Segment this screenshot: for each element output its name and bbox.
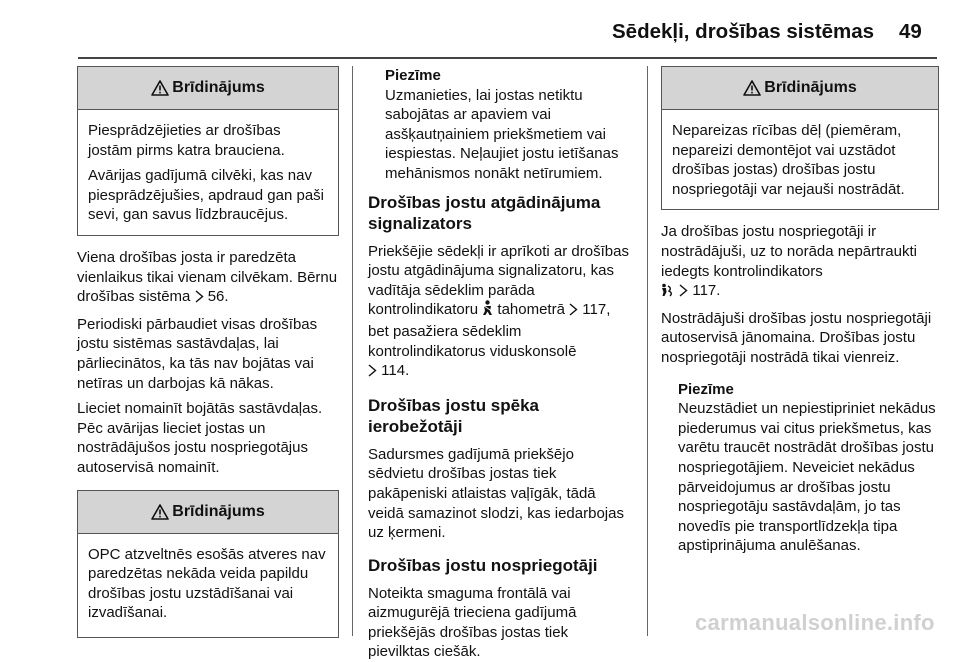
section-heading: Drošības jostu atgādinājuma signalizators: [368, 192, 601, 233]
warning-title: Brīdinājums: [172, 79, 265, 97]
page-reference-icon: [679, 283, 688, 303]
page-reference-icon: [569, 302, 578, 322]
warning-body: [662, 110, 938, 209]
column-1: [77, 66, 339, 638]
warning-text: Piesprādzējieties ar drošības jostām pirms katra brauciena.: [88, 122, 285, 159]
warning-triangle-icon: [151, 504, 169, 520]
warning-box-pretensioners: [661, 66, 939, 210]
column-divider-1: [352, 66, 353, 636]
paragraph: Sadursmes gadījumā priekšējo sēdvietu drošības jostas tiek pakāpeniski atlaistas vaļīgāk, tādā veidā samazinot slodzi, kas iedarbojas uz ķermeni.: [368, 445, 624, 542]
page-number: 49: [899, 20, 922, 43]
warning-body: [78, 110, 338, 235]
paragraph: Periodiski pārbaudiet visas drošības jostu sistēmas sastāvdaļas, lai pārliecinātos, ka tās nav bojātas vai netīras un darbojas kā nākas.: [77, 315, 318, 392]
page-reference-icon: [195, 289, 204, 309]
warning-triangle-icon: [743, 80, 761, 96]
warning-title: Brīdinājums: [172, 502, 265, 520]
column-3: [661, 66, 939, 556]
warning-body: [78, 534, 338, 637]
header-rule: [78, 57, 937, 59]
paragraph: Lieciet nomainīt bojātās sastāvdaļas. Pēc avārijas lieciet jostas un nostrādājušos jostu nospriegotājus autoservisā nomainīt.: [77, 400, 323, 476]
note-text: Neuzstādiet un nepiestipriniet nekādus piederumus vai citus priekšmetus, kas varētu traucēt nostrādāt drošības jostu nospriegotājiem. Neveiciet nekādus pārveidojumus ar drošības jostu nospriegotāju sastāvdaļām, jo tas novedīs pie transportlīdzekļa tipa apstiprinājuma anulēšanas.: [678, 400, 936, 555]
note-title: Piezīme: [385, 67, 441, 84]
warning-header: [662, 67, 938, 110]
column-2: [368, 66, 633, 662]
seatbelt-reminder-icon: [482, 300, 493, 322]
warning-box-opc: [77, 490, 339, 638]
note-title: Piezīme: [678, 380, 734, 398]
warning-text: Nepareizas rīcības dēļ (piemēram, nepareizi demontējot vai uzstādot drošības jostas) drošības jostu nospriegotāji var nejauši nostrādāt.: [672, 122, 905, 198]
warning-box-seatbelts: [77, 66, 339, 236]
warning-title: Brīdinājums: [764, 79, 857, 97]
note-block: [385, 66, 633, 184]
watermark: carmanualsonline.info: [695, 610, 935, 635]
paragraph: Ja drošības jostu nospriegotāji ir nostrādājuši, uz to norāda nepārtraukti iedegts kontrolindikators 117.: [661, 222, 939, 302]
section-heading: Drošības jostu spēka ierobežotāji: [368, 395, 540, 436]
note-text: Uzmanieties, lai jostas netiktu sabojātas ar apaviem vai asšķautņainiem priekšmetiem vai iespiestas. Neļaujiet jostu ietīšanas mehānismos nonākt netīrumiem.: [385, 86, 619, 182]
warning-triangle-icon: [151, 80, 169, 96]
section-heading: Drošības jostu nospriegotāji: [368, 555, 598, 575]
paragraph: Nostrādājuši drošības jostu nospriegotāji autoservisā jānomaina. Drošības jostu nospriegotāji nostrādā tikai vienreiz.: [661, 309, 932, 366]
warning-text: OPC atzveltnēs esošās atveres nav paredzētas nekāda veida papildu drošības jostu uzstādīšanai vai izvadīšanai.: [88, 545, 326, 622]
airbag-indicator-icon: [661, 283, 675, 303]
warning-header: [78, 67, 338, 110]
column-divider-2: [647, 66, 648, 636]
paragraph: Priekšējie sēdekļi ir aprīkoti ar drošības jostu atgādinājuma signalizatoru, kas vadītāja sēdeklim parāda kontrolindikatoru tahometrā 117, bet pasažiera sēdeklim kontrolindikatorus viduskonsolē 114.: [368, 242, 633, 383]
section-title: Sēdekļi, drošības sistēmas: [612, 20, 875, 43]
paragraph: Viena drošības josta ir paredzēta vienlaikus tikai vienam cilvēkam. Bērnu drošības sistēma 56.: [77, 248, 339, 309]
paragraph: Noteikta smaguma frontālā vai aizmugurējā trieciena gadījumā priekšējās drošības jostas tiek pievilktas ciešāk.: [368, 584, 577, 661]
warning-text: Avārijas gadījumā cilvēki, kas nav piesprādzējušies, apdraud gan paši sevi, gan savus līdzbraucējus.: [88, 167, 324, 224]
page-reference-icon: [368, 363, 377, 383]
warning-header: [78, 491, 338, 534]
page-header: [0, 0, 960, 58]
note-block: [678, 380, 939, 556]
